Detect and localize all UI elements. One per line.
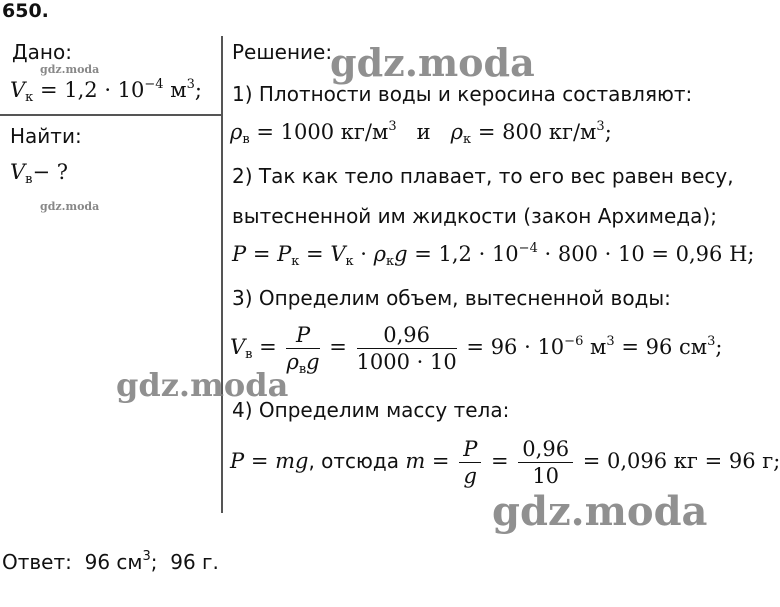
step3-text: 3) Определим объем, вытесненной воды:: [232, 286, 671, 310]
volume-fraction-1: $\frac{P}{\rho_вg}$: [286, 323, 320, 377]
solution-heading: Решение:: [232, 40, 333, 64]
volume-formula: $V_в$ = $\frac{P}{\rho_вg}$ = $\frac{0,96}{1000 \cdot 10}$ = $96 \cdot 10^{-6}$ $м^3 = 96$ $см^3$;: [230, 323, 723, 377]
watermark-small-2: gdz.moda: [40, 200, 100, 213]
find-vv: $V_в-$ ?: [10, 160, 69, 187]
problem-number: 650.: [2, 0, 49, 22]
watermark-large-3: gdz.moda: [492, 488, 708, 535]
find-heading: Найти:: [10, 124, 82, 148]
given-heading: Дано:: [12, 40, 72, 64]
volume-fraction-2: $\frac{0,96}{1000 \cdot 10}$: [356, 323, 457, 374]
mass-formula: P = mg, отсюда m = $\frac{P}{g}$ = $\frac{0,96}{10}$ = 0,096 кг = 96 г;: [230, 437, 780, 488]
mass-fraction-1: $\frac{P}{g}$: [459, 436, 481, 489]
step4-text: 4) Определим массу тела:: [232, 398, 510, 422]
watermark-large-1: gdz.moda: [330, 40, 535, 85]
vertical-divider: [221, 36, 223, 513]
given-vk: $V_к = 1,2 \cdot 10^{-4}$ $м^3$;: [10, 77, 202, 105]
watermark-large-2: gdz.moda: [116, 366, 289, 404]
horizontal-divider: [0, 114, 221, 116]
step2-text-a: 2) Так как тело плавает, то его вес равен весу,: [232, 164, 734, 188]
step2-text-b: вытесненной им жидкости (закон Архимеда);: [232, 204, 717, 228]
weight-formula: $P = P_к = V_к \cdot \rho_кg = 1,2 \cdot 10^{-4} \cdot 800 \cdot 10 = 0,96$ Н;: [232, 241, 755, 269]
densities-line: $\rho_в = 1000$ $кг/м^3$ и $\rho_к = 800$ $кг/м^3$;: [230, 119, 612, 147]
mass-fraction-2: $\frac{0,96}{10}$: [518, 436, 573, 489]
answer-line: Ответ: 96 $см^3$; 96 г.: [2, 549, 219, 574]
watermark-small-1: gdz.moda: [40, 63, 100, 76]
step1-text: 1) Плотности воды и керосина составляют:: [232, 82, 693, 106]
